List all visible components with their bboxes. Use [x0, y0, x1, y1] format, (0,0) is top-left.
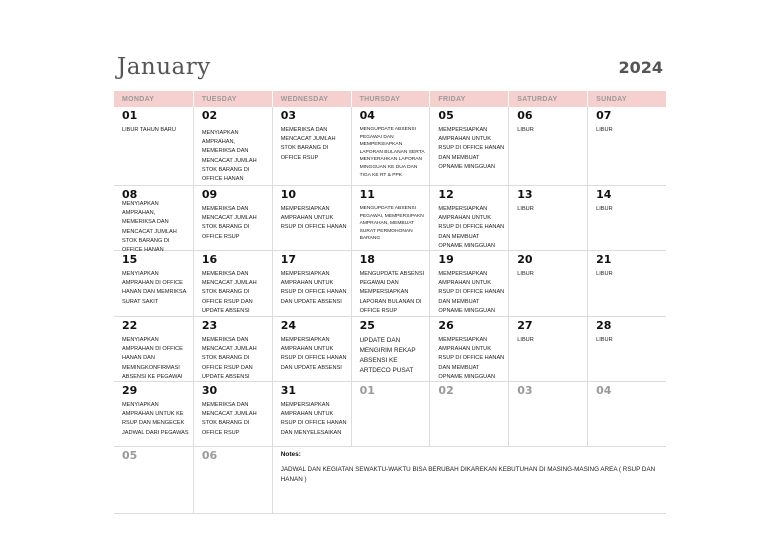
day-note: MENYIAPKAN AMPRAHAN UNTUK KE RSUP DAN MENGECEK JADWAL DARI PEGAWAS	[122, 402, 189, 436]
day-note: MEMERIKSA DAN MENCACAT JUMLAH STOK BARANG DI OFFICE RSUP	[280, 127, 336, 161]
day-note: MENYIAPKAN AMPRAHAN, MEMERIKSA DAN MENCACAT JUMLAH STOK BARANG DI OFFICE HANAN	[122, 201, 177, 254]
day-note: MEMPERSIAPKAN AMPRAHAN UNTUK RSUP DI OFFICE HANAN DAN MEMBUAT OPNAME MINGGUAN	[438, 206, 505, 249]
week-row	[114, 317, 666, 382]
day-number: 01	[359, 384, 375, 397]
day-number: 24	[280, 319, 297, 332]
day-number: 26	[438, 319, 454, 332]
day-note: LIBUR	[596, 127, 613, 133]
day-note: MEMERIKSA DAN MENCACAT JUMLAH STOK BARANG DI OFFICE RSUP	[201, 206, 257, 240]
day-number: 04	[359, 109, 375, 122]
day-cell	[272, 317, 351, 382]
day-cell	[429, 186, 508, 255]
day-note: LIBUR	[596, 271, 613, 277]
weekday-friday: FRIDAY	[429, 91, 508, 107]
notes-row	[114, 447, 666, 514]
day-cell	[272, 251, 351, 316]
day-note: MEMPERSIAPKAN AMPRAHAN UNTUK RSUP DI OFFICE HANAN DAN UPDATE ABSENSI	[280, 337, 347, 371]
day-cell	[193, 382, 272, 446]
day-note: MENYIAPKAN AMPRAHAN DI OFFICE HANAN DAN MEMINGKONFIRMASI ABSENSI KE PEGAWAI	[122, 337, 183, 380]
day-note: MEMERIKSA DAN MENCACAT JUMLAH STOK BARANG DI OFFICE RSUP	[201, 402, 257, 436]
day-cell	[429, 317, 508, 382]
weekday-header	[114, 91, 666, 107]
day-number: 16	[201, 253, 218, 266]
day-cell	[351, 317, 430, 382]
day-number: 03	[517, 384, 533, 397]
day-number: 10	[280, 188, 297, 201]
day-note: MEMPERSIAPKAN AMPRAHAN UNTUK RSUP DI OFFICE HANAN DAN UPDATE ABSENSI	[280, 271, 347, 305]
day-cell	[193, 447, 272, 513]
day-note: UPDATE DAN MENGIRIM REKAP ABSENSI KE ARTDECO PUSAT	[359, 337, 416, 374]
week-row	[114, 251, 666, 317]
day-cell	[193, 317, 272, 382]
day-cell	[429, 382, 508, 446]
day-cell	[587, 251, 666, 316]
day-cell	[429, 107, 508, 185]
day-number: 02	[438, 384, 454, 397]
day-number: 12	[438, 188, 454, 201]
day-number: 05	[438, 109, 454, 122]
day-cell	[508, 251, 587, 316]
day-number: 06	[201, 449, 218, 462]
day-number: 23	[201, 319, 218, 332]
day-number: 13	[517, 188, 533, 201]
day-note: MENGUPDATE ABSENSI PEGAWAI DAN MEMPERSIAPKAN LAPORAN BULANAN SERTA MENYERAHKAN LAPORAN MINGGUAN KE DUA DAN TIGA KE RT & PPK	[359, 127, 425, 178]
day-cell	[587, 317, 666, 382]
day-cell	[587, 107, 666, 185]
day-cell	[272, 186, 351, 255]
day-note: MENYIAPKAN AMPRAHAN, MEMERIKSA DAN MENCACAT JUMLAH STOK BARANG DI OFFICE HANAN	[201, 130, 257, 183]
day-number: 14	[596, 188, 612, 201]
day-note: MEMPERSIAPKAN AMPRAHAN UNTUK RSUP DI OFFICE HANAN DAN MENYELESAIKAN	[280, 402, 347, 436]
day-cell	[193, 186, 272, 255]
day-cell	[351, 186, 430, 255]
day-number: 17	[280, 253, 297, 266]
day-cell	[114, 107, 193, 185]
day-number: 11	[359, 188, 375, 201]
month-title: January	[117, 54, 211, 80]
day-note: MEMPERSIAPKAN AMPRAHAN UNTUK RSUP DI OFFICE HANAN DAN MEMBUAT OPNAME MINGGUAN	[438, 271, 505, 314]
day-number: 30	[201, 384, 218, 397]
day-cell	[351, 107, 430, 185]
day-note: MEMPERSIAPKAN AMPRAHAN UNTUK RSUP DI OFFICE HANAN	[280, 206, 347, 231]
day-note: LIBUR	[517, 127, 534, 133]
day-number: 27	[517, 319, 533, 332]
day-note: MENGUPDATE ABSENSI PEGAWAI, MEMPERSIPAKN AMPRAHAN, MEMBUAT SURAT PERMOHONAN BARANG	[359, 206, 424, 242]
day-number: 07	[596, 109, 612, 122]
week-row	[114, 186, 666, 254]
day-cell	[114, 186, 193, 255]
day-number: 03	[280, 109, 297, 122]
day-note: LIBUR	[517, 271, 534, 277]
day-number: 18	[359, 253, 375, 266]
day-note: MEMERIKSA DAN MENCACAT JUMLAH STOK BARANG DI OFFICE RSUP DAN UPDATE ABSENSI	[201, 271, 257, 314]
day-cell	[114, 317, 193, 382]
day-number: 20	[517, 253, 533, 266]
weekday-wednesday: WEDNESDAY	[272, 91, 351, 107]
day-number: 15	[122, 253, 138, 266]
day-cell	[508, 382, 587, 446]
day-cell	[114, 382, 193, 446]
weekday-saturday: SATURDAY	[508, 91, 587, 107]
day-cell	[114, 251, 193, 316]
day-number: 21	[596, 253, 612, 266]
day-note: LIBUR	[596, 337, 613, 343]
day-note: MEMPERSIAPKAN AMPRAHAN UNTUK RSUP DI OFFICE HANAN DAN MEMBUAT OPNAME MINGGUAN	[438, 337, 505, 380]
notes-title: Notes:	[280, 451, 301, 458]
notes-body: JADWAL DAN KEGIATAN SEWAKTU-WAKTU BISA BERUBAH DIKAREKAN KEBUTUHAN DI MASING-MASING AREA ( RSUP DAN HANAN )	[280, 466, 656, 483]
day-number: 31	[280, 384, 297, 397]
day-note: MEMPERSIAPKAN AMPRAHAN UNTUK RSUP DI OFFICE HANAN DAN MEMBUAT OPNAME MINGGUAN	[438, 127, 505, 170]
week-row	[114, 382, 666, 447]
day-number: 25	[359, 319, 375, 332]
week-row	[114, 107, 666, 186]
notes-box	[272, 447, 666, 513]
weekday-sunday: SUNDAY	[587, 91, 666, 107]
day-number: 01	[122, 109, 138, 122]
day-note: LIBUR	[517, 206, 534, 212]
weekday-monday: MONDAY	[122, 96, 155, 103]
day-number: 05	[122, 449, 138, 462]
day-note: MENYIAPKAN AMPRAHAN DI OFFICE HANAN DAN MEMRIKSA SURAT SAKIT	[122, 271, 187, 305]
day-note: LIBUR	[517, 337, 534, 343]
day-cell	[587, 382, 666, 446]
day-number: 19	[438, 253, 454, 266]
day-number: 04	[596, 384, 612, 397]
day-number: 08	[122, 188, 138, 201]
day-cell	[351, 382, 430, 446]
day-cell	[114, 447, 193, 513]
day-cell	[272, 382, 351, 446]
day-number: 06	[517, 109, 533, 122]
day-cell	[193, 251, 272, 316]
day-number: 29	[122, 384, 138, 397]
day-note: LIBUR TAHUN BARU	[122, 127, 176, 133]
weekday-tuesday: TUESDAY	[193, 91, 272, 107]
day-cell	[508, 186, 587, 255]
day-note: MENGUPDATE ABSENSI PEGAWAI DAN MEMPERSIAPKAN LAPORAN BULANAN DI OFFICE RSUP	[359, 271, 425, 314]
day-cell	[193, 107, 272, 185]
day-number: 02	[201, 109, 218, 122]
day-cell	[351, 251, 430, 316]
day-cell	[429, 251, 508, 316]
day-cell	[272, 107, 351, 185]
day-cell	[587, 186, 666, 255]
day-cell	[508, 107, 587, 185]
day-number: 28	[596, 319, 612, 332]
day-number: 22	[122, 319, 138, 332]
calendar-grid	[114, 91, 666, 514]
day-cell	[508, 317, 587, 382]
weekday-thursday: THURSDAY	[351, 91, 430, 107]
day-note: LIBUR	[596, 206, 613, 212]
year-label: 2024	[618, 58, 663, 77]
day-note: MEMERIKSA DAN MENCACAT JUMLAH STOK BARANG DI OFFICE RSUP DAN UPDATE ABSENSI	[201, 337, 257, 380]
day-number: 09	[201, 188, 218, 201]
